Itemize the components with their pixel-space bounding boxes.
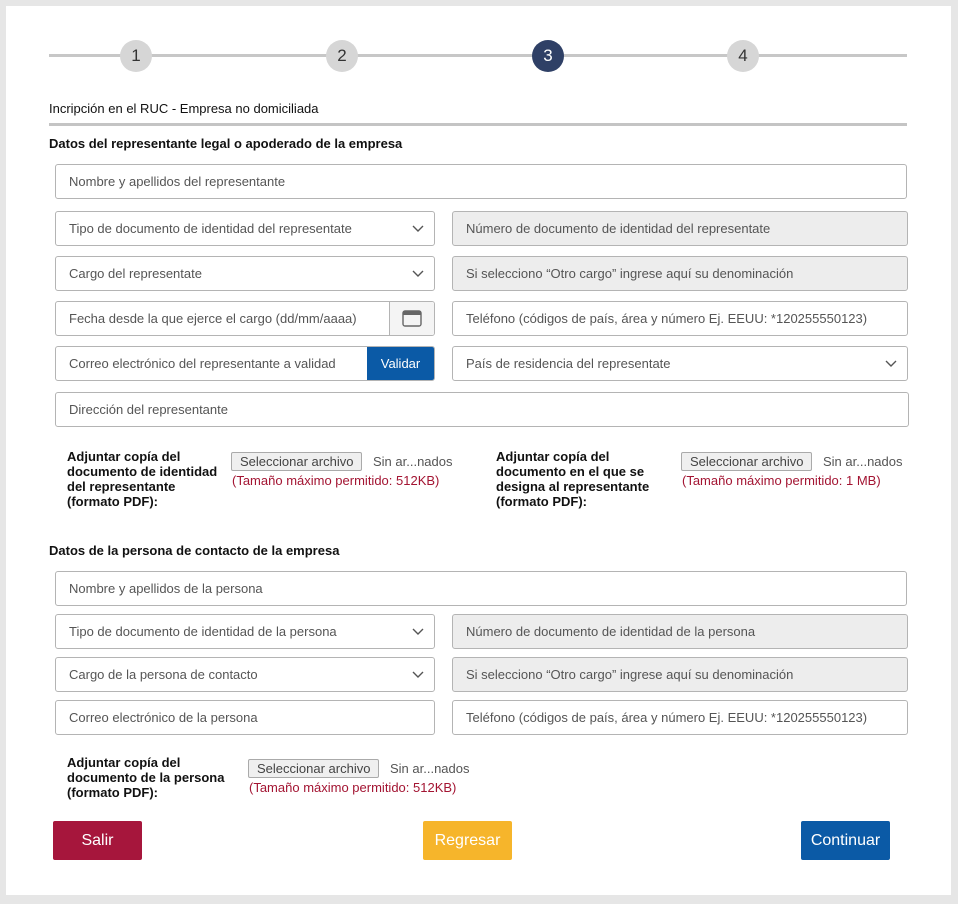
representative-name-input[interactable]: Nombre y apellidos del representante <box>55 164 907 199</box>
representative-doc-type-placeholder: Tipo de documento de identidad del representate <box>69 221 352 236</box>
title-divider <box>49 123 907 126</box>
calendar-icon <box>390 302 434 335</box>
step-2[interactable]: 2 <box>326 40 358 72</box>
attach-label-line: (formato PDF): <box>496 494 587 509</box>
representative-id-size-note: (Tamaño máximo permitido: 512KB) <box>232 473 440 488</box>
attach-label-line: documento de identidad <box>67 464 218 479</box>
attach-label-line: del representante <box>67 479 176 494</box>
contact-position-select[interactable] <box>55 657 435 692</box>
representative-doc-number-input[interactable]: Número de documento de identidad del representate <box>452 211 908 246</box>
representative-designation-size-note: (Tamaño máximo permitido: 1 MB) <box>682 473 881 488</box>
representative-id-file-button[interactable]: Seleccionar archivo <box>231 452 362 471</box>
representative-start-date-placeholder: Fecha desde la que ejerce el cargo (dd/mm/aaaa) <box>69 311 357 326</box>
contact-doc-number-input[interactable]: Número de documento de identidad de la persona <box>452 614 908 649</box>
step-4[interactable]: 4 <box>727 40 759 72</box>
representative-phone-input[interactable]: Teléfono (códigos de país, área y número Ej. EEUU: *120255550123) <box>452 301 908 336</box>
representative-designation-file-button[interactable]: Seleccionar archivo <box>681 452 812 471</box>
chevron-down-icon <box>410 615 426 648</box>
representative-id-attach-label <box>67 449 217 509</box>
chevron-down-icon <box>410 658 426 691</box>
contact-email-input[interactable]: Correo electrónico de la persona <box>55 700 435 735</box>
representative-position-select[interactable] <box>55 256 435 291</box>
representative-email-placeholder: Correo electrónico del representante a validad <box>69 356 336 371</box>
attach-label-line: Adjuntar copía del <box>67 449 181 464</box>
contact-id-size-note: (Tamaño máximo permitido: 512KB) <box>249 780 457 795</box>
back-button[interactable]: Regresar <box>423 821 512 860</box>
representative-section-title: Datos del representante legal o apoderado de la empresa <box>49 136 403 151</box>
representative-id-file-status: Sin ar...nados <box>373 454 453 469</box>
representative-designation-attach-label <box>496 449 649 509</box>
representative-country-placeholder: País de residencia del representate <box>466 356 671 371</box>
attach-label-line: (formato PDF): <box>67 494 158 509</box>
attach-label-line: Adjuntar copía del <box>67 755 181 770</box>
representative-designation-file-status: Sin ar...nados <box>823 454 903 469</box>
calendar-button[interactable] <box>389 302 434 335</box>
representative-position-placeholder: Cargo del representate <box>69 266 202 281</box>
attach-label-line: documento de la persona <box>67 770 225 785</box>
continue-button[interactable]: Continuar <box>801 821 890 860</box>
chevron-down-icon <box>410 212 426 245</box>
attach-label-line: (formato PDF): <box>67 785 158 800</box>
representative-country-select[interactable] <box>452 346 908 381</box>
contact-id-attach-label <box>67 755 224 800</box>
validate-button[interactable]: Validar <box>367 347 434 380</box>
representative-email-input[interactable] <box>55 346 435 381</box>
step-3-active[interactable]: 3 <box>532 40 564 72</box>
contact-phone-input[interactable]: Teléfono (códigos de país, área y número Ej. EEUU: *120255550123) <box>452 700 908 735</box>
exit-button[interactable]: Salir <box>53 821 142 860</box>
attach-label-line: documento en el que se <box>496 464 645 479</box>
representative-other-position-input[interactable]: Si selecciono “Otro cargo” ingrese aquí su denominación <box>452 256 908 291</box>
contact-name-input[interactable]: Nombre y apellidos de la persona <box>55 571 907 606</box>
stepper-line <box>49 54 907 57</box>
step-1[interactable]: 1 <box>120 40 152 72</box>
contact-doc-type-placeholder: Tipo de documento de identidad de la persona <box>69 624 337 639</box>
representative-doc-type-select[interactable] <box>55 211 435 246</box>
representative-address-input[interactable]: Dirección del representante <box>55 392 909 427</box>
contact-id-file-button[interactable]: Seleccionar archivo <box>248 759 379 778</box>
chevron-down-icon <box>410 257 426 290</box>
attach-label-line: designa al representante <box>496 479 650 494</box>
contact-section-title: Datos de la persona de contacto de la empresa <box>49 543 340 558</box>
form-title: Incripción en el RUC - Empresa no domiciliada <box>49 101 319 116</box>
contact-doc-type-select[interactable] <box>55 614 435 649</box>
contact-other-position-input[interactable]: Si selecciono “Otro cargo” ingrese aquí su denominación <box>452 657 908 692</box>
chevron-down-icon <box>883 347 899 380</box>
contact-position-placeholder: Cargo de la persona de contacto <box>69 667 258 682</box>
representative-start-date-input[interactable] <box>55 301 435 336</box>
contact-id-file-status: Sin ar...nados <box>390 761 470 776</box>
attach-label-line: Adjuntar copía del <box>496 449 610 464</box>
